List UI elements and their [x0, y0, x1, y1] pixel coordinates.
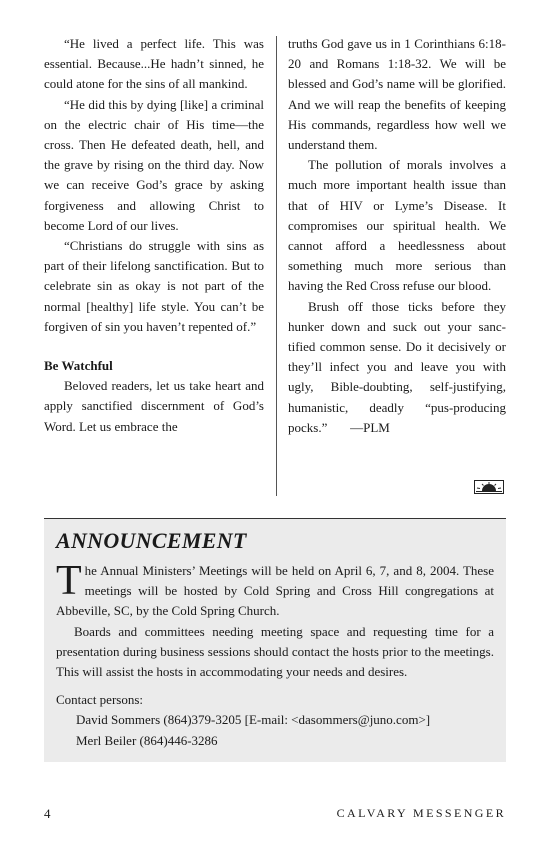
announcement-text: he Annual Ministers’ Meetings will be held on April 6, 7, and 8, 2004. These meetings will be hosted by Cold Spring and Cross Hill congregations at Abbeville, SC, by the Cold Spring Church.	[56, 563, 494, 619]
section-subheading: Be Watchful	[44, 358, 113, 374]
column-divider	[276, 36, 277, 496]
article-paragraph: “He did this by dying [like] a criminal on the electric chair of His time—the cross. Then He defeated death, hell, and the grave by rising on the third day. Now we can receive God’s grace by asking forgiveness and allowing Christ to become Lord of our lives.	[44, 96, 264, 233]
right-column	[288, 34, 506, 438]
announcement-heading: ANNOUNCEMENT	[56, 528, 247, 553]
publication-title: CALVARY MESSENGER	[336, 806, 506, 820]
contact-person: David Sommers (864)379-3205 [E-mail: <dasommers@juno.com>]	[76, 712, 431, 728]
announcement-paragraph	[56, 558, 494, 622]
article-paragraph-text: Brush off those ticks before they hunker down and suck out your sanctified common sense. Do it decisively or they’ll infect you and leave you with ugly, Bible-doubting, self-justifying, humanistic, deadly “pus-producing pocks.”	[288, 298, 506, 435]
article-paragraph: “He lived a perfect life. This was essential. Because...He hadn’t sinned, he could atone for the sins of all mankind.	[44, 36, 264, 92]
contact-person: Merl Beiler (864)446-3286	[76, 732, 218, 748]
drop-cap: T	[56, 558, 82, 604]
contact-label: Contact persons:	[56, 692, 144, 708]
page-number: 4	[44, 806, 51, 821]
author-signature: —PLM	[350, 419, 390, 435]
article-paragraph-final	[288, 297, 506, 438]
announcement-box	[44, 519, 506, 762]
announcement-paragraph: Boards and committees needing meeting space and requesting time for a presentation during business sessions should contact the hosts prior to the meetings. This will assist the hosts in accommodating your needs and desires.	[56, 623, 494, 680]
article-paragraph: Beloved readers, let us take heart and apply sanctified discernment of God’s Word. Let us embrace the	[44, 378, 264, 434]
left-column	[44, 34, 264, 437]
article-paragraph: truths God gave us in 1 Corinthians 6:18-20 and Romans 1:18-32. We will be blessed and God’s name will be glorified. And we will reap the benefits of keeping His commands, regardless how well we understand them.	[288, 36, 506, 153]
article-paragraph: The pollution of morals involves a much more important health issue than that of HIV or Lyme’s Disease. It compromises our spiritual health. We cannot afford a heedlessness about something much more serious than having the Red Cross refuse our blood.	[288, 157, 506, 294]
article-paragraph: “Christians do struggle with sins as part of their lifelong sanctification. But to celebrate sin as okay is not part of the normal [healthy] life style. You can’t be forgiven of sin you haven’t repented of.”	[44, 238, 264, 334]
sunrise-end-mark-icon	[474, 480, 504, 494]
